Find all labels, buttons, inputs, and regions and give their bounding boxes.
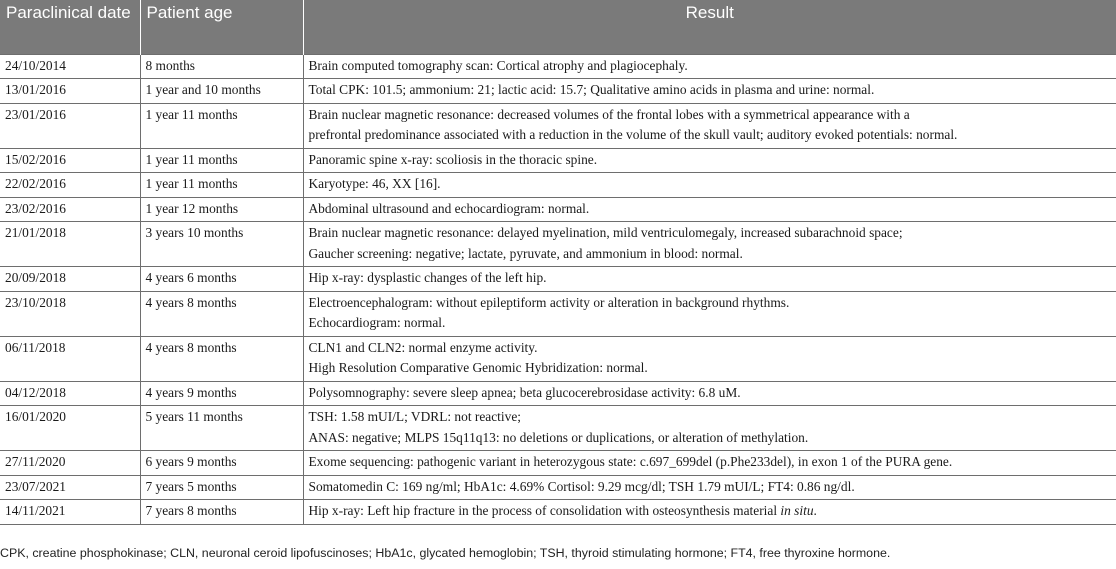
cell-result — [303, 222, 1116, 267]
table-row — [0, 291, 1116, 336]
cell-age: 3 years 10 months — [140, 222, 303, 267]
table-body — [0, 54, 1116, 524]
result-line: CLN1 and CLN2: normal enzyme activity. — [308, 339, 538, 355]
result-line: Panoramic spine x-ray: scoliosis in the thoracic spine. — [308, 151, 598, 167]
result-line: Exome sequencing: pathogenic variant in heterozygous state: c.697_699del (p.Phe233del), in exon 1 of the PURA gene. — [308, 454, 953, 469]
cell-age: 4 years 8 months — [140, 291, 303, 336]
cell-date: 15/02/2016 — [0, 148, 140, 173]
cell-result — [303, 197, 1116, 222]
cell-result — [303, 336, 1116, 381]
cell-age: 4 years 9 months — [140, 381, 303, 406]
result-line: Brain nuclear magnetic resonance: delayed myelination, mild ventriculomegaly, increased subarachnoid space; — [308, 225, 903, 240]
table-row — [0, 54, 1116, 79]
cell-age: 6 years 9 months — [140, 451, 303, 476]
cell-date: 20/09/2018 — [0, 267, 140, 292]
cell-date: 23/07/2021 — [0, 475, 140, 500]
cell-date: 16/01/2020 — [0, 406, 140, 451]
result-italic-text: in situ — [780, 503, 814, 518]
cell-result — [303, 500, 1116, 525]
cell-date: 24/10/2014 — [0, 54, 140, 79]
table-row — [0, 173, 1116, 198]
result-line: Gaucher screening: negative; lactate, pyruvate, and ammonium in blood: normal. — [308, 245, 743, 261]
cell-date: 04/12/2018 — [0, 381, 140, 406]
cell-age: 1 year and 10 months — [140, 79, 303, 104]
table-row — [0, 475, 1116, 500]
cell-date: 27/11/2020 — [0, 451, 140, 476]
table-row — [0, 103, 1116, 148]
cell-age: 7 years 5 months — [140, 475, 303, 500]
table-row — [0, 500, 1116, 525]
header-patient-age: Patient age — [140, 0, 303, 54]
result-line: prefrontal predominance associated with a reduction in the volume of the skull vault; auditory evoked potentials: normal. — [308, 127, 958, 142]
cell-age: 4 years 8 months — [140, 336, 303, 381]
result-line: Hip x-ray: dysplastic changes of the left hip. — [308, 270, 547, 285]
result-line: Brain computed tomography scan: Cortical atrophy and plagiocephaly. — [308, 57, 688, 73]
cell-age: 7 years 8 months — [140, 500, 303, 525]
cell-result — [303, 406, 1116, 451]
cell-result — [303, 173, 1116, 198]
cell-date: 21/01/2018 — [0, 222, 140, 267]
table-header-row — [0, 0, 1116, 54]
table-row — [0, 197, 1116, 222]
result-line: Somatomedin C: 169 ng/ml; HbA1c: 4.69% Cortisol: 9.29 mcg/dl; TSH 1.79 mUI/L; FT4: 0.86 ng/dl. — [308, 478, 855, 494]
cell-result — [303, 291, 1116, 336]
table-row — [0, 222, 1116, 267]
result-text: . — [813, 503, 817, 518]
cell-age: 1 year 12 months — [140, 197, 303, 222]
table-footnote: CPK, creatine phosphokinase; CLN, neuronal ceroid lipofuscinoses; HbA1c, glycated hemoglobin; TSH, thyroid stimulating hormone; FT4, free thyroxine hormone. — [0, 546, 891, 560]
cell-age: 1 year 11 months — [140, 148, 303, 173]
result-line: TSH: 1.58 mUI/L; VDRL: not reactive; — [308, 409, 521, 424]
table-row — [0, 381, 1116, 406]
cell-result — [303, 451, 1116, 476]
result-line: Brain nuclear magnetic resonance: decreased volumes of the frontal lobes with a symmetrical appearance with a — [308, 106, 910, 122]
cell-age: 8 months — [140, 54, 303, 79]
result-line: Karyotype: 46, XX [16]. — [308, 176, 441, 191]
result-line: Abdominal ultrasound and echocardiogram: normal. — [308, 200, 590, 216]
cell-date: 23/01/2016 — [0, 103, 140, 148]
table-row — [0, 451, 1116, 476]
header-paraclinical-date: Paraclinical date — [0, 0, 140, 54]
result-line: Total CPK: 101.5; ammonium: 21; lactic acid: 15.7; Qualitative amino acids in plasma and urine: normal. — [308, 82, 875, 97]
table-row — [0, 267, 1116, 292]
cell-date: 06/11/2018 — [0, 336, 140, 381]
cell-result — [303, 54, 1116, 79]
cell-date: 23/02/2016 — [0, 197, 140, 222]
cell-age: 1 year 11 months — [140, 103, 303, 148]
cell-age: 1 year 11 months — [140, 173, 303, 198]
cell-date: 14/11/2021 — [0, 500, 140, 525]
result-line: ANAS: negative; MLPS 15q11q13: no deletions or duplications, or alteration of methylation. — [308, 429, 809, 445]
cell-result — [303, 103, 1116, 148]
result-line: Electroencephalogram: without epileptiform activity or alteration in background rhythms. — [308, 294, 790, 310]
cell-result — [303, 267, 1116, 292]
table-row — [0, 148, 1116, 173]
cell-date: 13/01/2016 — [0, 79, 140, 104]
table-row — [0, 336, 1116, 381]
cell-age: 5 years 11 months — [140, 406, 303, 451]
cell-date: 23/10/2018 — [0, 291, 140, 336]
cell-result — [303, 79, 1116, 104]
cell-age: 4 years 6 months — [140, 267, 303, 292]
table-row — [0, 406, 1116, 451]
result-line: Echocardiogram: normal. — [308, 315, 446, 330]
result-line: High Resolution Comparative Genomic Hybridization: normal. — [308, 360, 648, 375]
result-line: Polysomnography: severe sleep apnea; beta glucocerebrosidase activity: 6.8 uM. — [308, 384, 741, 400]
header-result: Result — [303, 0, 1116, 54]
cell-result — [303, 148, 1116, 173]
result-text: Hip x-ray: Left hip fracture in the process of consolidation with osteosynthesis material — [308, 503, 781, 518]
cell-result — [303, 475, 1116, 500]
cell-date: 22/02/2016 — [0, 173, 140, 198]
cell-result — [303, 381, 1116, 406]
table-row — [0, 79, 1116, 104]
